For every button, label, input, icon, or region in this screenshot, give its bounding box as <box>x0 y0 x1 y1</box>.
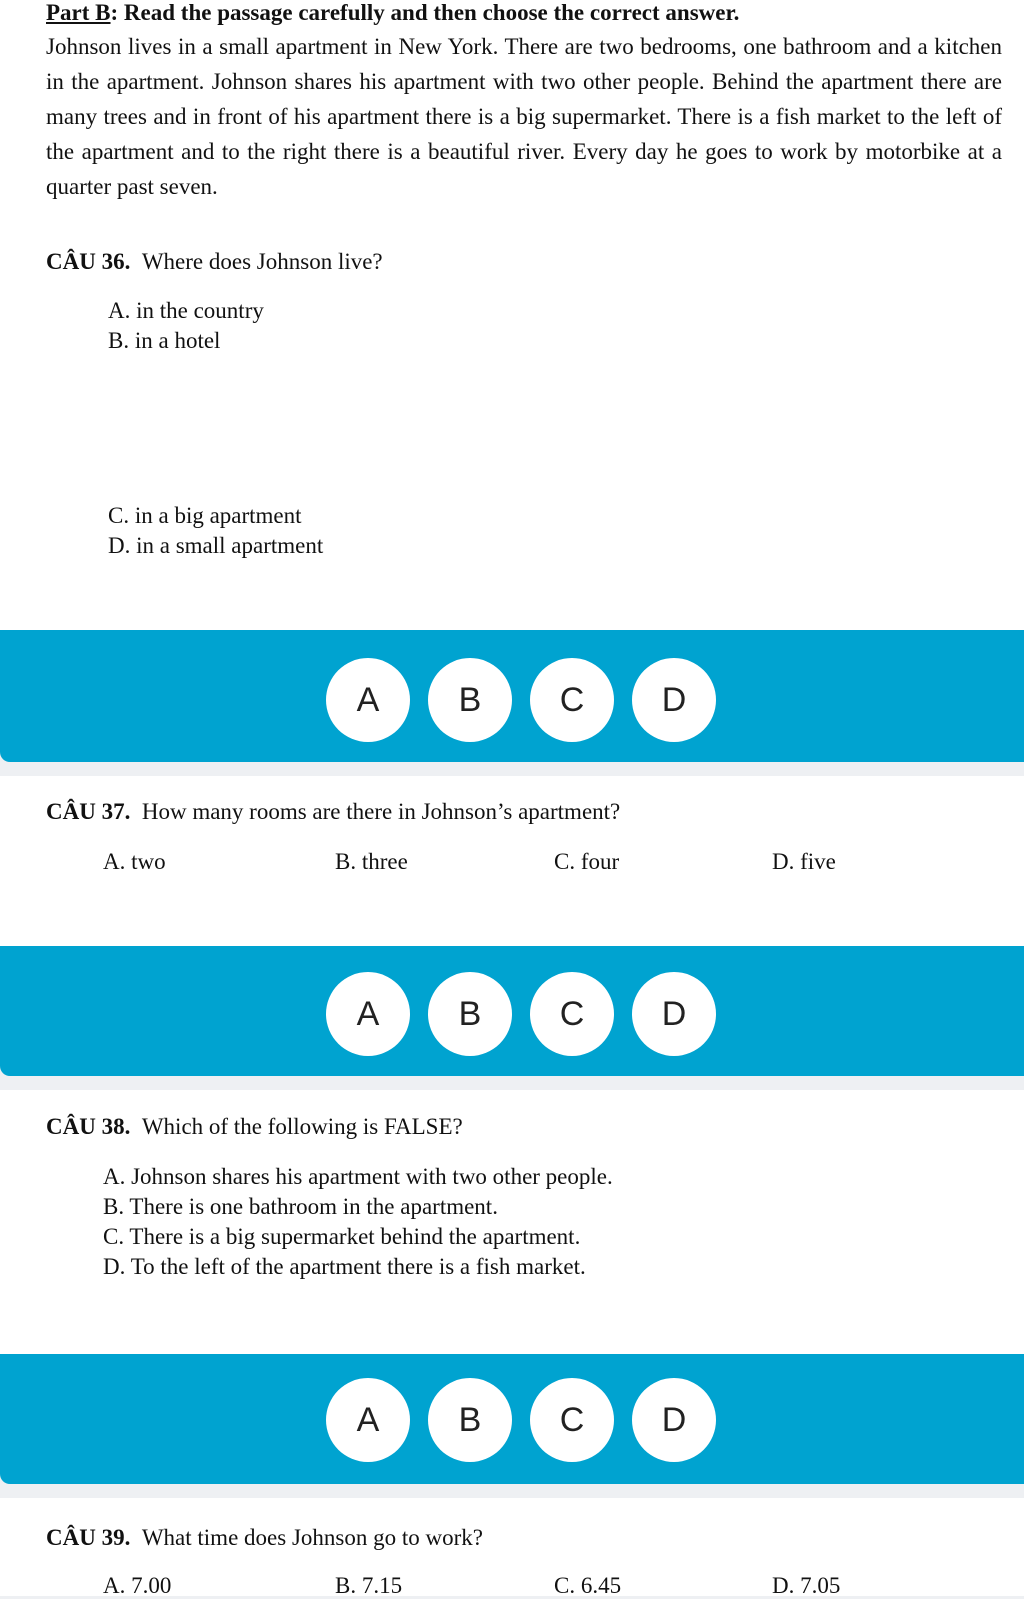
question-text: How many rooms are there in Johnson’s apartment? <box>141 799 621 824</box>
part-b-label: Part B <box>46 0 111 25</box>
option-a: A. two <box>103 849 166 874</box>
answer-button-a[interactable]: A <box>326 972 410 1056</box>
question-card-38 <box>0 1090 1024 1354</box>
option-a: A. Johnson shares his apartment with two other people. <box>103 1164 613 1189</box>
answer-bar-38 <box>0 1354 1024 1484</box>
question-number: CÂU 39. <box>46 1525 131 1550</box>
option-c: C. There is a big supermarket behind the apartment. <box>103 1224 581 1249</box>
option-b: B. 7.15 <box>335 1573 403 1598</box>
answer-button-c[interactable]: C <box>530 658 614 742</box>
question-card-36 <box>0 0 1024 630</box>
answer-button-c[interactable]: C <box>530 972 614 1056</box>
answer-button-a[interactable]: A <box>326 1378 410 1462</box>
question-37 <box>46 799 620 825</box>
answer-button-c[interactable]: C <box>530 1378 614 1462</box>
question-text: What time does Johnson go to work? <box>141 1525 483 1550</box>
answer-button-b[interactable]: B <box>428 972 512 1056</box>
answer-button-b[interactable]: B <box>428 1378 512 1462</box>
option-d: D. five <box>772 849 836 874</box>
option-d: D. 7.05 <box>772 1573 841 1598</box>
reading-passage: Johnson lives in a small apartment in New York. There are two bedrooms, one bathroom and a kitchen in the apartment. Johnson shares his apartment with two other people. Behind the apartment there are many trees and in front of his apartment there is a big supermarket. There is a fish market to the left of the apartment and to the right there is a beautiful river. Every day he goes to work by motorbike at a quarter past seven. <box>46 34 1002 199</box>
question-number: CÂU 36. <box>46 249 131 274</box>
answer-button-b[interactable]: B <box>428 658 512 742</box>
question-39 <box>46 1525 483 1551</box>
option-a: A. 7.00 <box>103 1573 172 1598</box>
answer-bar-37 <box>0 946 1024 1076</box>
question-36 <box>46 249 383 275</box>
answer-button-d[interactable]: D <box>632 972 716 1056</box>
option-b: B. in a hotel <box>108 328 221 353</box>
part-b-instruction: : Read the passage carefully and then choose the correct answer. <box>110 0 740 25</box>
question-text: Which of the following is FALSE? <box>141 1114 463 1139</box>
option-c: C. four <box>554 849 620 874</box>
option-d: D. in a small apartment <box>108 533 324 558</box>
question-text: Where does Johnson live? <box>141 249 383 274</box>
question-card-39 <box>0 1498 1024 1596</box>
question-number: CÂU 37. <box>46 799 131 824</box>
question-38 <box>46 1114 463 1140</box>
answer-bar-36 <box>0 630 1024 762</box>
part-b-heading <box>46 0 739 26</box>
answer-button-d[interactable]: D <box>632 1378 716 1462</box>
answer-button-d[interactable]: D <box>632 658 716 742</box>
option-b: B. There is one bathroom in the apartment. <box>103 1194 498 1219</box>
question-number: CÂU 38. <box>46 1114 131 1139</box>
question-card-37 <box>0 776 1024 946</box>
option-c: C. in a big apartment <box>108 503 302 528</box>
option-b: B. three <box>335 849 408 874</box>
option-d: D. To the left of the apartment there is a fish market. <box>103 1254 586 1279</box>
option-a: A. in the country <box>108 298 264 323</box>
option-c: C. 6.45 <box>554 1573 622 1598</box>
answer-button-a[interactable]: A <box>326 658 410 742</box>
